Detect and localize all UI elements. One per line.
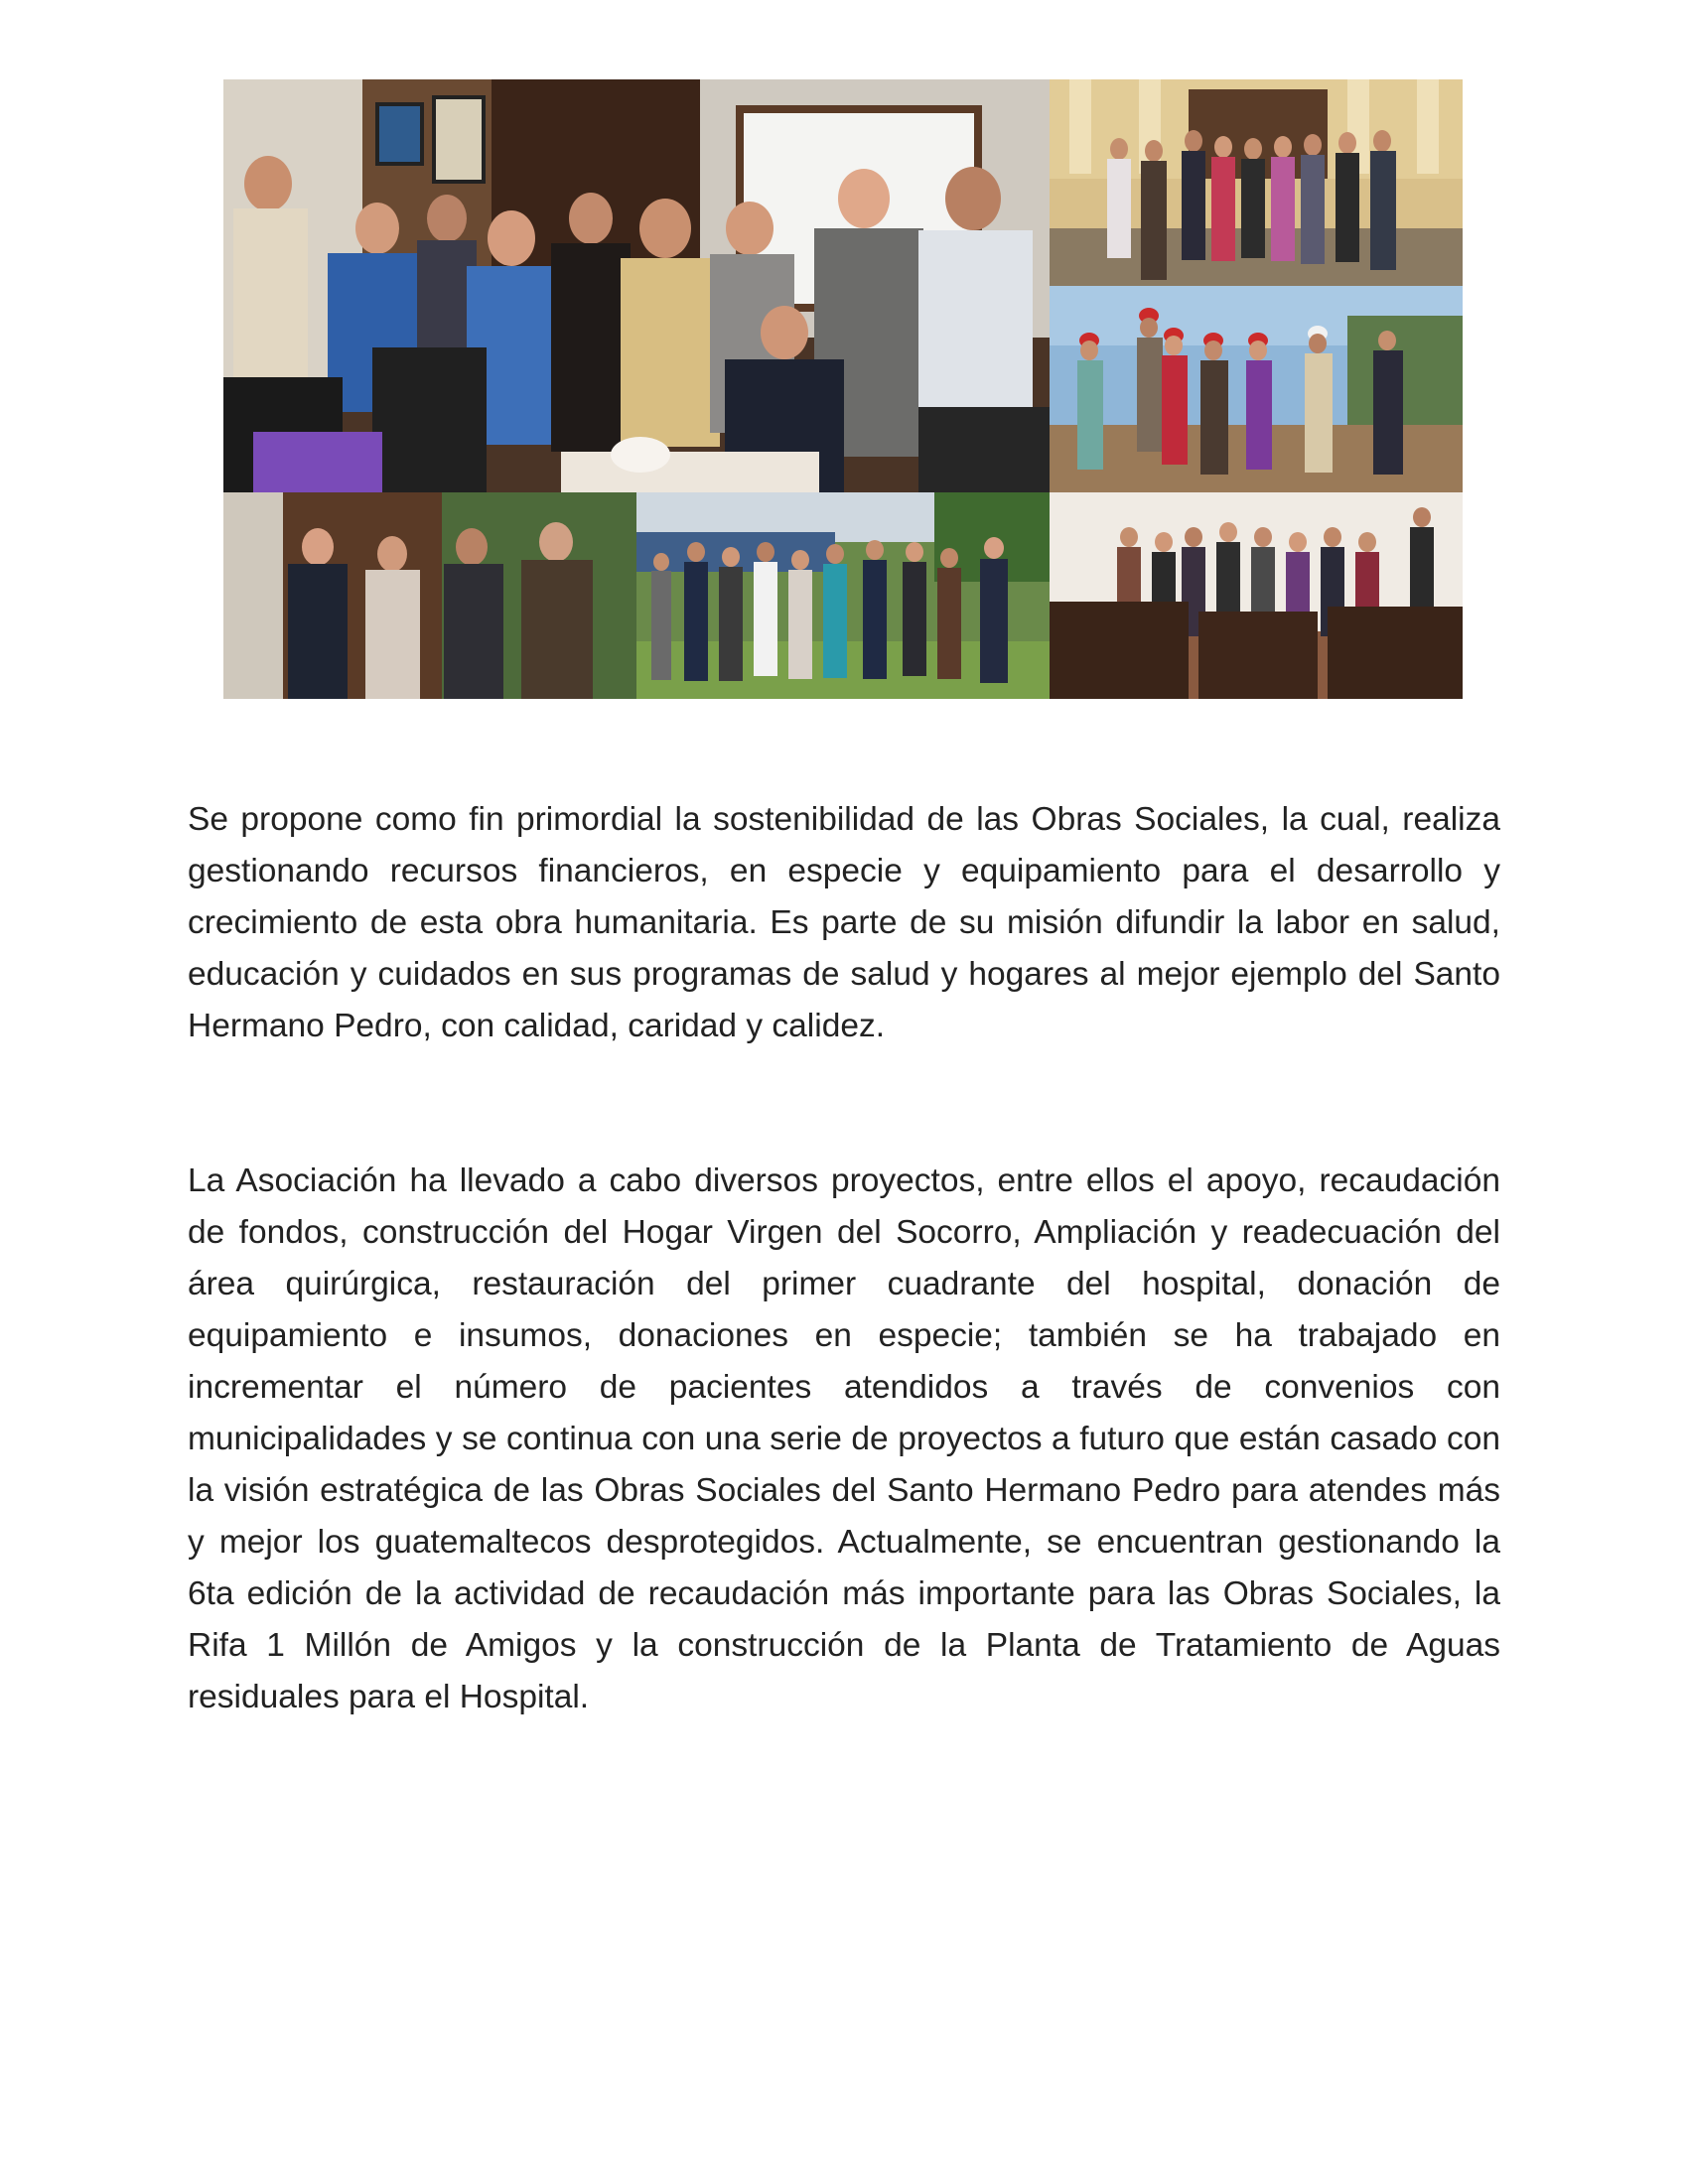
photo-group-outdoor-event [636,492,1050,699]
photo-group-with-friar-image [223,492,636,699]
photo-group-chapel-pews-image [1050,492,1463,699]
paragraph-projects: La Asociación ha llevado a cabo diversos proyectos, entre ellos el apoyo, recaudación de fondos, construcción del Hogar Virgen del Socorro, Ampliación y readecuación del área quirúrgica, restauración del primer cuadrante del hospital, donación de equipamiento e insumos, donaciones en especie; también se ha trabajado en incrementar el número de pacientes atendidos a través de convenios con municipalidades y se continua con una serie de proyectos a futuro que están casado con la visión estratégica de las Obras Sociales del Santo Hermano Pedro para atendes más y mejor los guatemaltecos desprotegidos. Actualmente, se encuentran gestionando la 6ta edición de la actividad de recaudación más importante para las Obras Sociales, la Rifa 1 Millón de Amigos y la construcción de la Planta de Tratamiento de Aguas residuales para el Hospital. [188,1161,1500,1715]
photo-group-celebration [223,79,1050,492]
paragraph-mission: Se propone como fin primordial la sostenibilidad de las Obras Sociales, la cual, realiza gestionando recursos financieros, en especie y equipamiento para el desarrollo y crecimiento de esta obra humanitaria. Es parte de su misión difundir la labor en salud, educación y cuidados en sus programas de salud y hogares al mejor ejemplo del Santo Hermano Pedro, con calidad, caridad y calidez. [188,800,1500,1044]
photo-group-church-front [1050,79,1463,286]
photo-group-celebration-image [223,79,1050,492]
photo-group-construction-helmets [1050,286,1463,492]
photo-collage [223,79,1463,699]
photo-group-construction-helmets-image [1050,286,1463,492]
photo-group-with-friar [223,492,636,699]
photo-group-outdoor-event-image [636,492,1050,699]
photo-group-chapel-pews [1050,492,1463,699]
photo-group-church-front-image [1050,79,1463,286]
